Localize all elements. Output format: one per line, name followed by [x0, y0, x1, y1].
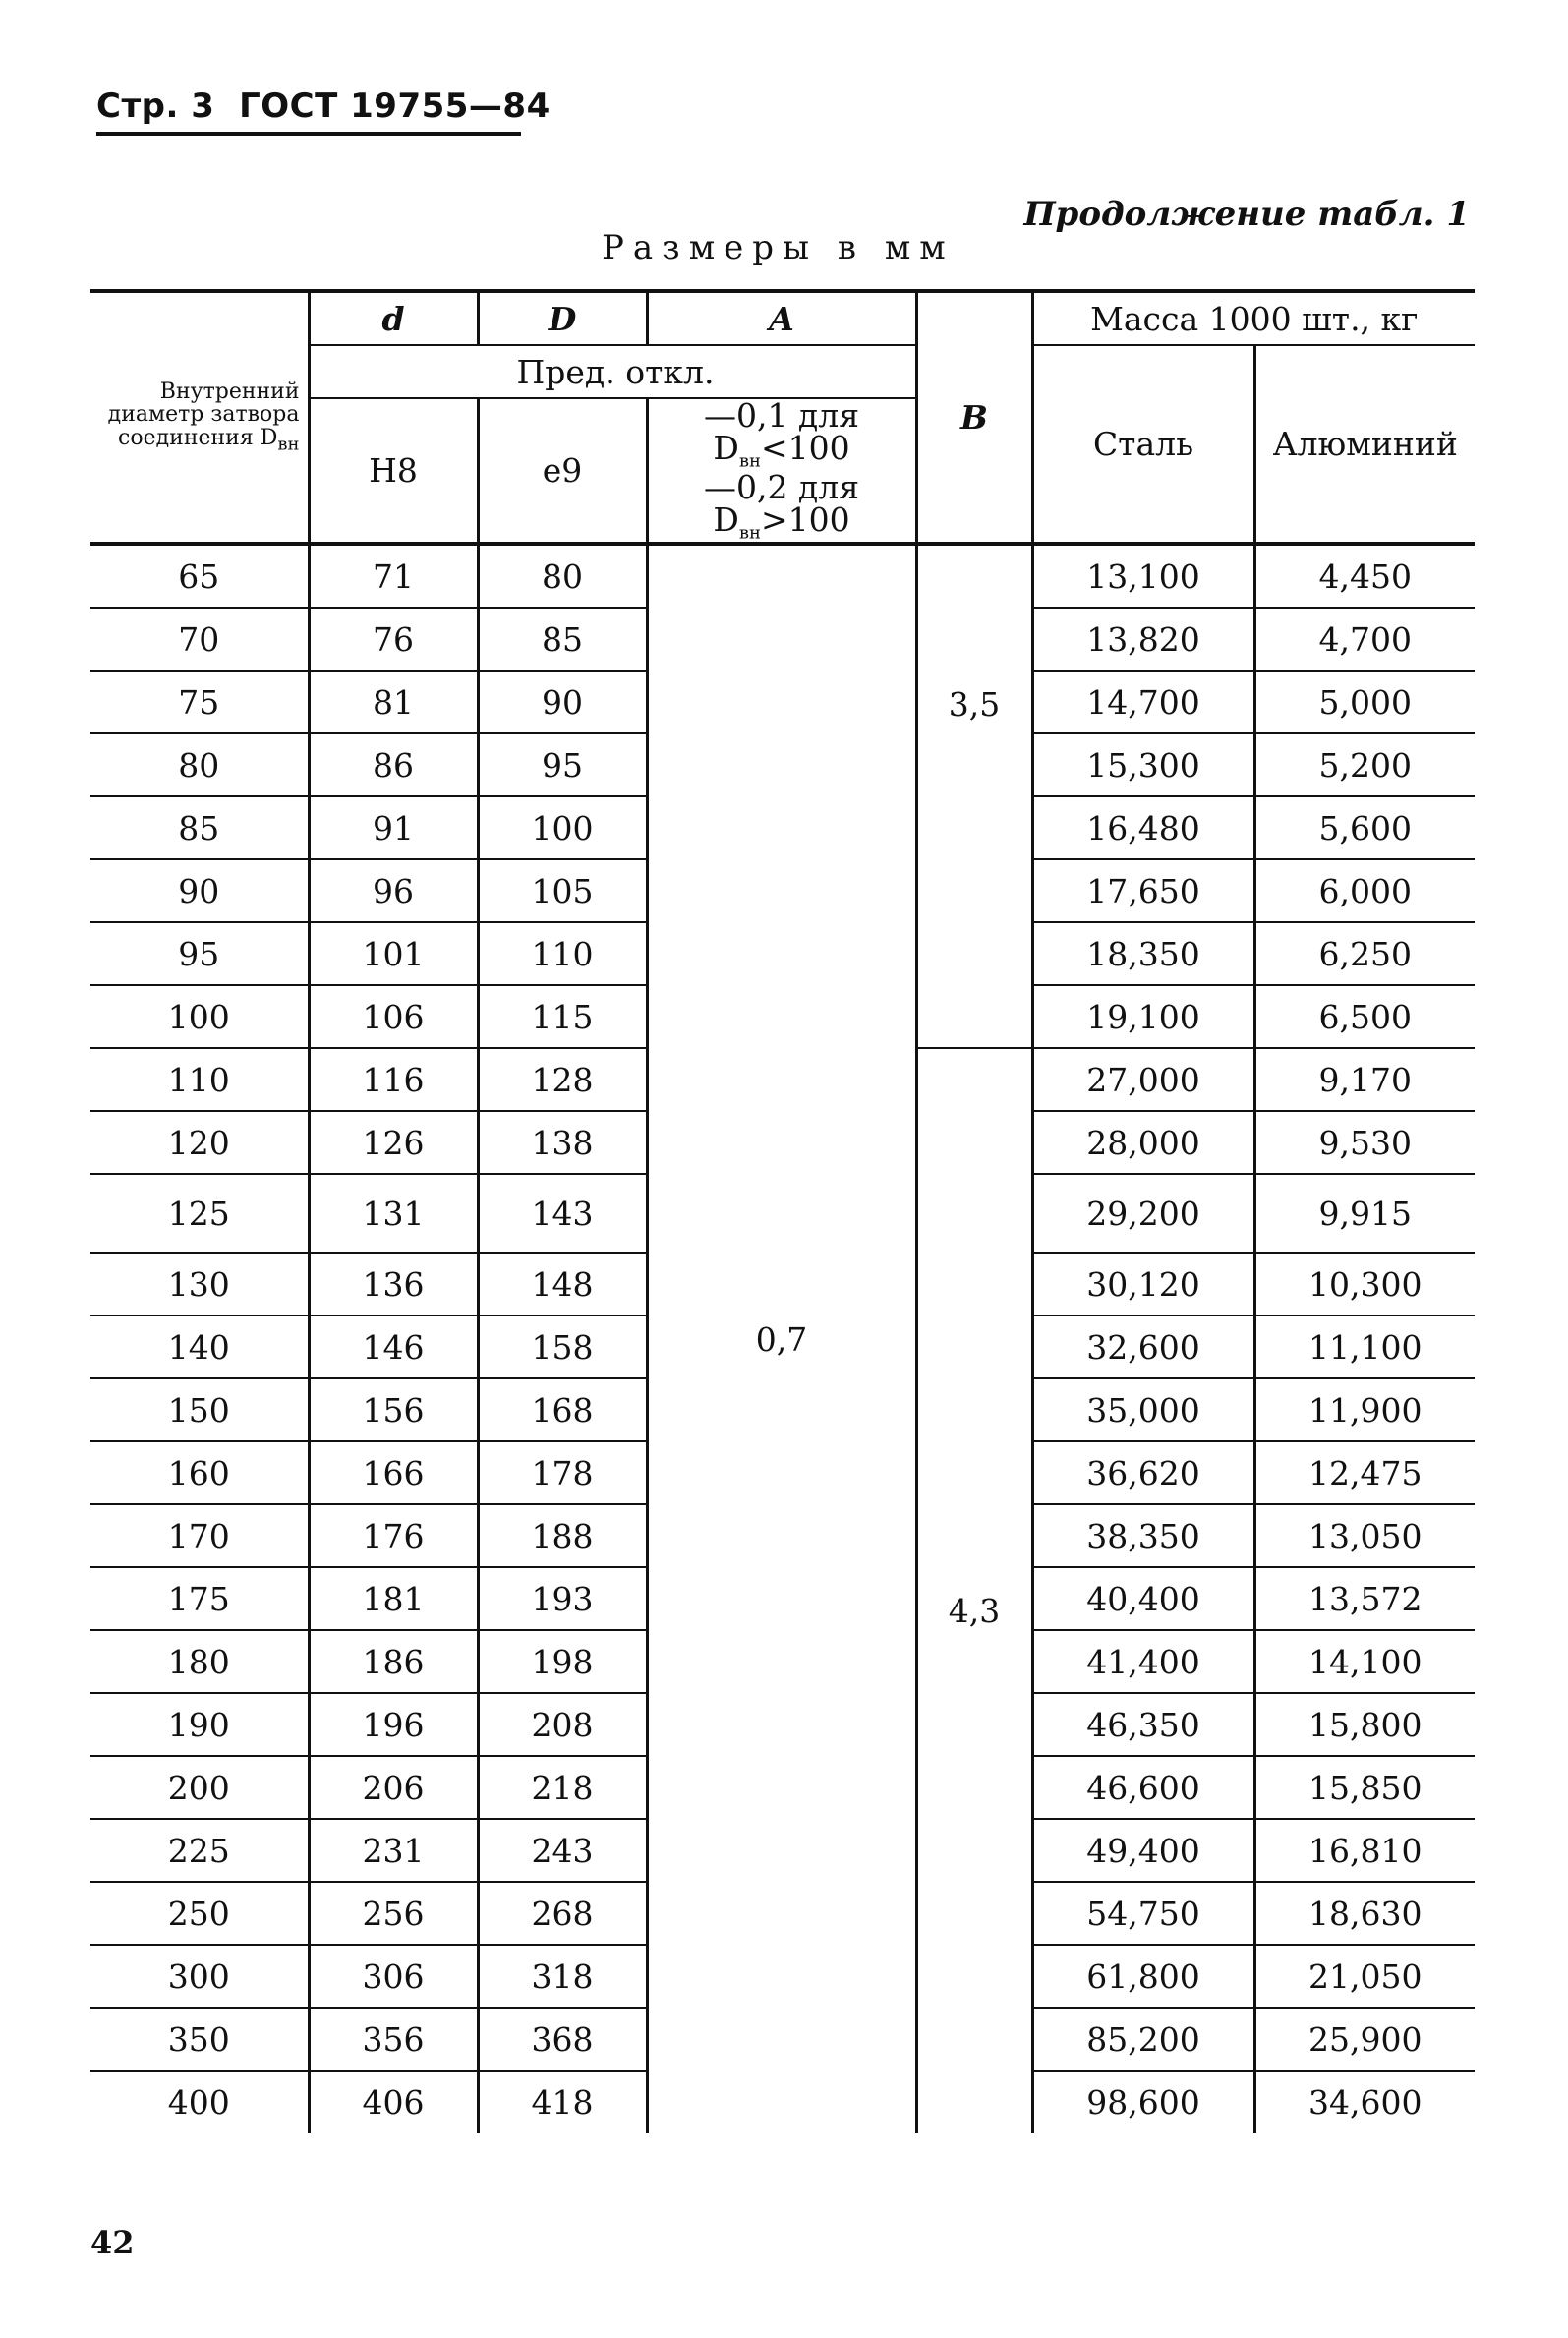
cell-d: 76 [309, 608, 478, 671]
cell-inner-diameter: 70 [90, 608, 309, 671]
cell-steel-mass: 46,350 [1032, 1693, 1254, 1756]
cell-D: 268 [478, 1882, 647, 1945]
cell-aluminium-mass: 4,450 [1254, 544, 1475, 608]
cell-steel-mass: 40,400 [1032, 1567, 1254, 1630]
cell-steel-mass: 35,000 [1032, 1378, 1254, 1441]
cell-D: 80 [478, 544, 647, 608]
cell-aluminium-mass: 5,200 [1254, 733, 1475, 796]
tolerance-D: e9 [478, 398, 647, 544]
cell-d: 306 [309, 1945, 478, 2008]
cell-inner-diameter: 190 [90, 1693, 309, 1756]
cell-aluminium-mass: 15,850 [1254, 1756, 1475, 1819]
tolerance-A-line1: —0,1 для $D_{вн}<100$ [703, 396, 860, 472]
cell-aluminium-mass: 11,900 [1254, 1378, 1475, 1441]
dimensions-table [90, 289, 1475, 2133]
cell-steel-mass: 29,200 [1032, 1174, 1254, 1253]
page-number: 42 [90, 2224, 135, 2261]
cell-steel-mass: 38,350 [1032, 1504, 1254, 1567]
cell-d: 406 [309, 2071, 478, 2133]
cell-D: 105 [478, 859, 647, 922]
cell-d: 231 [309, 1819, 478, 1882]
header-B: B [916, 291, 1032, 544]
cell-inner-diameter: 110 [90, 1048, 309, 1111]
table-row [90, 544, 1475, 608]
inner-diameter-subscript: вн [277, 433, 300, 454]
cell-steel-mass: 18,350 [1032, 922, 1254, 985]
cell-aluminium-mass: 6,500 [1254, 985, 1475, 1048]
cell-inner-diameter: 170 [90, 1504, 309, 1567]
cell-D: 138 [478, 1111, 647, 1174]
cell-steel-mass: 14,700 [1032, 671, 1254, 733]
cell-D: 128 [478, 1048, 647, 1111]
cell-aluminium-mass: 12,475 [1254, 1441, 1475, 1504]
cell-inner-diameter: 300 [90, 1945, 309, 2008]
cell-D: 418 [478, 2071, 647, 2133]
header-aluminium: Алюминий [1254, 345, 1475, 544]
cell-inner-diameter: 250 [90, 1882, 309, 1945]
cell-d: 126 [309, 1111, 478, 1174]
tolerance-A [647, 398, 916, 544]
inner-diameter-label: Внутренний диаметр затвора соединения D [107, 380, 300, 450]
tolerance-d: H8 [309, 398, 478, 544]
cell-d: 106 [309, 985, 478, 1048]
cell-D: 208 [478, 1693, 647, 1756]
cell-steel-mass: 49,400 [1032, 1819, 1254, 1882]
cell-inner-diameter: 65 [90, 544, 309, 608]
cell-d: 96 [309, 859, 478, 922]
cell-steel-mass: 28,000 [1032, 1111, 1254, 1174]
cell-inner-diameter: 120 [90, 1111, 309, 1174]
tolerance-A-line2: —0,2 для $D_{вн}>100$ [703, 467, 860, 544]
cell-aluminium-mass: 25,900 [1254, 2008, 1475, 2071]
cell-aluminium-mass: 15,800 [1254, 1693, 1475, 1756]
cell-aluminium-mass: 16,810 [1254, 1819, 1475, 1882]
cell-D: 193 [478, 1567, 647, 1630]
units-caption: Размеры в мм [602, 228, 955, 267]
cell-D: 85 [478, 608, 647, 671]
cell-d: 181 [309, 1567, 478, 1630]
cell-aluminium-mass: 5,000 [1254, 671, 1475, 733]
cell-D: 158 [478, 1315, 647, 1378]
cell-steel-mass: 36,620 [1032, 1441, 1254, 1504]
cell-d: 71 [309, 544, 478, 608]
cell-d: 176 [309, 1504, 478, 1567]
cell-d: 136 [309, 1253, 478, 1315]
header-rule [96, 132, 521, 136]
cell-D: 218 [478, 1756, 647, 1819]
cell-inner-diameter: 130 [90, 1253, 309, 1315]
cell-inner-diameter: 90 [90, 859, 309, 922]
cell-steel-mass: 98,600 [1032, 2071, 1254, 2133]
cell-steel-mass: 41,400 [1032, 1630, 1254, 1693]
cell-d: 256 [309, 1882, 478, 1945]
page-label: Стр. 3 [96, 87, 215, 126]
header-D: D [478, 291, 647, 345]
header-inner-diameter [90, 291, 309, 544]
table-body [90, 544, 1475, 2133]
cell-D: 168 [478, 1378, 647, 1441]
header-pred-otkl: Пред. откл. [309, 345, 916, 398]
cell-D: 198 [478, 1630, 647, 1693]
cell-aluminium-mass: 9,170 [1254, 1048, 1475, 1111]
header-steel: Сталь [1032, 345, 1254, 544]
cell-d: 131 [309, 1174, 478, 1253]
cell-D: 90 [478, 671, 647, 733]
cell-steel-mass: 17,650 [1032, 859, 1254, 922]
cell-D: 318 [478, 1945, 647, 2008]
cell-aluminium-mass: 6,000 [1254, 859, 1475, 922]
cell-inner-diameter: 125 [90, 1174, 309, 1253]
cell-d: 116 [309, 1048, 478, 1111]
cell-steel-mass: 30,120 [1032, 1253, 1254, 1315]
cell-inner-diameter: 140 [90, 1315, 309, 1378]
cell-d: 146 [309, 1315, 478, 1378]
cell-steel-mass: 85,200 [1032, 2008, 1254, 2071]
cell-d: 156 [309, 1378, 478, 1441]
header-A: A [647, 291, 916, 345]
cell-inner-diameter: 85 [90, 796, 309, 859]
header-mass: Масса 1000 шт., кг [1032, 291, 1475, 345]
cell-aluminium-mass: 13,050 [1254, 1504, 1475, 1567]
page-header [96, 87, 551, 126]
cell-inner-diameter: 175 [90, 1567, 309, 1630]
cell-D: 115 [478, 985, 647, 1048]
cell-d: 166 [309, 1441, 478, 1504]
cell-D: 243 [478, 1819, 647, 1882]
cell-steel-mass: 46,600 [1032, 1756, 1254, 1819]
cell-d: 91 [309, 796, 478, 859]
cell-aluminium-mass: 18,630 [1254, 1882, 1475, 1945]
cell-D: 100 [478, 796, 647, 859]
cell-steel-mass: 19,100 [1032, 985, 1254, 1048]
cell-inner-diameter: 100 [90, 985, 309, 1048]
cell-aluminium-mass: 21,050 [1254, 1945, 1475, 2008]
cell-D: 178 [478, 1441, 647, 1504]
cell-aluminium-mass: 6,250 [1254, 922, 1475, 985]
cell-B-group-2: 4,3 [916, 1048, 1032, 2133]
cell-d: 206 [309, 1756, 478, 1819]
cell-D: 188 [478, 1504, 647, 1567]
cell-steel-mass: 27,000 [1032, 1048, 1254, 1111]
cell-inner-diameter: 160 [90, 1441, 309, 1504]
cell-steel-mass: 61,800 [1032, 1945, 1254, 2008]
cell-A-value: 0,7 [647, 544, 916, 2133]
cell-inner-diameter: 350 [90, 2008, 309, 2071]
cell-d: 101 [309, 922, 478, 985]
cell-d: 81 [309, 671, 478, 733]
cell-aluminium-mass: 9,915 [1254, 1174, 1475, 1253]
cell-inner-diameter: 225 [90, 1819, 309, 1882]
cell-steel-mass: 32,600 [1032, 1315, 1254, 1378]
cell-D: 368 [478, 2008, 647, 2071]
cell-aluminium-mass: 34,600 [1254, 2071, 1475, 2133]
header-d: d [309, 291, 478, 345]
cell-D: 143 [478, 1174, 647, 1253]
cell-aluminium-mass: 14,100 [1254, 1630, 1475, 1693]
cell-steel-mass: 15,300 [1032, 733, 1254, 796]
cell-aluminium-mass: 9,530 [1254, 1111, 1475, 1174]
cell-d: 356 [309, 2008, 478, 2071]
cell-inner-diameter: 400 [167, 2082, 230, 2122]
cell-steel-mass: 13,100 [1032, 544, 1254, 608]
cell-inner-diameter: 180 [90, 1630, 309, 1693]
cell-d: 196 [309, 1693, 478, 1756]
cell-d: 186 [309, 1630, 478, 1693]
cell-B-group-1: 3,5 [916, 544, 1032, 1048]
cell-D: 148 [478, 1253, 647, 1315]
cell-inner-diameter: 95 [90, 922, 309, 985]
cell-steel-mass: 54,750 [1032, 1882, 1254, 1945]
cell-steel-mass: 16,480 [1032, 796, 1254, 859]
cell-aluminium-mass: 13,572 [1254, 1567, 1475, 1630]
cell-steel-mass: 13,820 [1032, 608, 1254, 671]
cell-D: 110 [478, 922, 647, 985]
cell-inner-diameter: 75 [90, 671, 309, 733]
cell-aluminium-mass: 5,600 [1254, 796, 1475, 859]
cell-d: 86 [309, 733, 478, 796]
cell-inner-diameter: 200 [90, 1756, 309, 1819]
cell-aluminium-mass: 10,300 [1254, 1253, 1475, 1315]
cell-aluminium-mass: 11,100 [1254, 1315, 1475, 1378]
cell-D: 95 [478, 733, 647, 796]
cell-inner-diameter: 150 [90, 1378, 309, 1441]
standard-number: ГОСТ 19755—84 [239, 87, 551, 126]
table-continuation-label: Продолжение табл. 1 [1023, 195, 1470, 234]
cell-aluminium-mass: 4,700 [1254, 608, 1475, 671]
cell-inner-diameter: 80 [90, 733, 309, 796]
